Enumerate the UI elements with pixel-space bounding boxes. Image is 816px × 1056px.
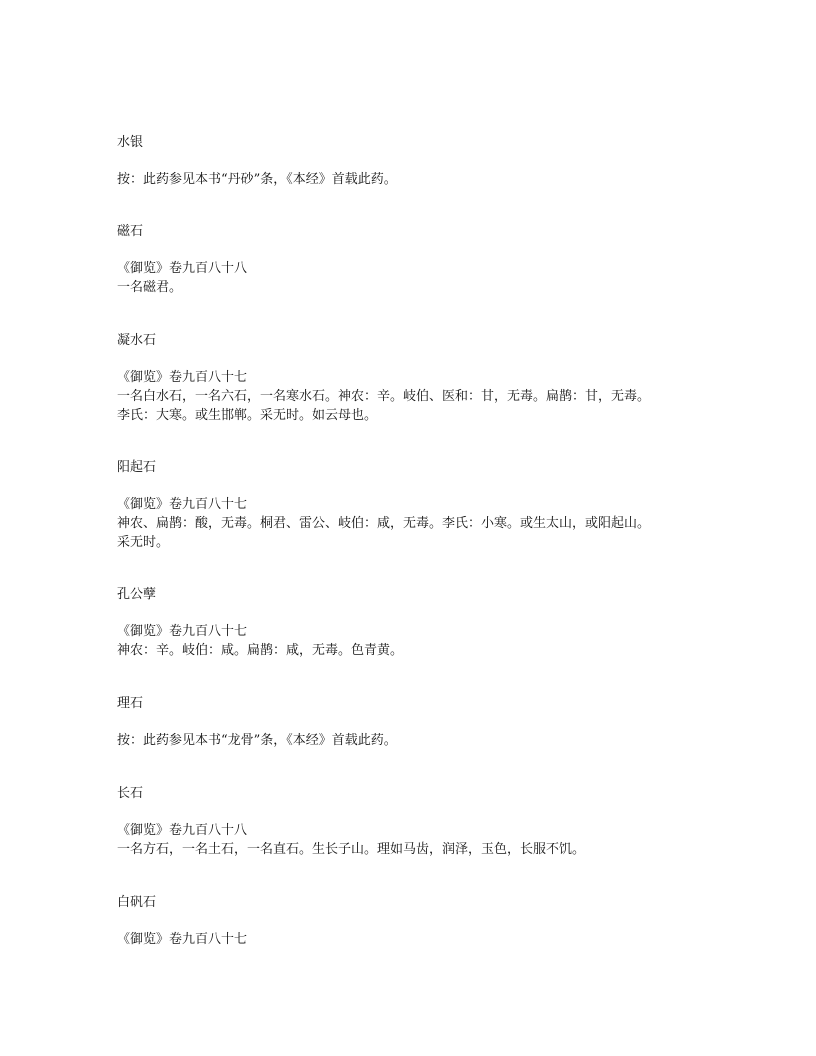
entry-line: 一名磁君。 <box>117 280 183 295</box>
entry-line: 一名白水石，一名六石，一名寒水石。神农：辛。岐伯、医和：甘，无毒。扁鹊：甘，无毒。 <box>117 389 651 404</box>
entry-line: 《御览》卷九百八十七 <box>117 932 248 947</box>
entry-line: 按：此药参见本书“龙骨”条，《本经》首载此药。 <box>117 733 397 748</box>
entry-line: 《御览》卷九百八十七 <box>117 624 248 639</box>
entry-body <box>117 930 737 949</box>
entry-baifanshi <box>117 893 737 949</box>
entry-yangqishi <box>117 458 737 552</box>
entry-shuiyin <box>117 133 737 189</box>
entry-title: 凝水石 <box>117 333 157 348</box>
entry-line: 神农、扁鹊：酸，无毒。桐君、雷公、岐伯：咸，无毒。李氏：小寒。或生太山，或阳起山。 <box>117 516 651 531</box>
entry-ningshuishi <box>117 331 737 425</box>
entry-line: 《御览》卷九百八十七 <box>117 497 248 512</box>
entry-line: 李氏：大寒。或生邯郸。采无时。如云母也。 <box>117 408 378 423</box>
entry-title: 白矾石 <box>117 895 157 910</box>
entry-body <box>117 495 737 552</box>
entry-line: 采无时。 <box>117 535 170 550</box>
entry-title: 水银 <box>117 135 144 150</box>
entry-line: 按：此药参见本书“丹砂”条，《本经》首载此药。 <box>117 172 397 187</box>
entry-changshi <box>117 784 737 859</box>
entry-line: 《御览》卷九百八十七 <box>117 370 248 385</box>
entry-line: 《御览》卷九百八十八 <box>117 261 248 276</box>
entry-body <box>117 731 737 750</box>
entry-body <box>117 368 737 425</box>
entry-body <box>117 170 737 189</box>
document-page <box>117 0 737 1056</box>
entry-body <box>117 821 737 859</box>
entry-konggongnie <box>117 585 737 660</box>
entry-line: 一名方石，一名土石，一名直石。生长子山。理如马齿，润泽，玉色，长服不饥。 <box>117 842 586 857</box>
entry-body <box>117 259 737 297</box>
entry-title: 孔公孽 <box>117 587 157 602</box>
entry-title: 磁石 <box>117 224 144 239</box>
entry-line: 《御览》卷九百八十八 <box>117 823 248 838</box>
entry-title: 长石 <box>117 786 144 801</box>
entry-title: 阳起石 <box>117 460 157 475</box>
entry-title: 理石 <box>117 696 144 711</box>
entry-body <box>117 622 737 660</box>
entry-cishi <box>117 222 737 297</box>
entry-lishi <box>117 694 737 750</box>
entry-line: 神农：辛。岐伯：咸。扁鹊：咸，无毒。色青黄。 <box>117 643 404 658</box>
